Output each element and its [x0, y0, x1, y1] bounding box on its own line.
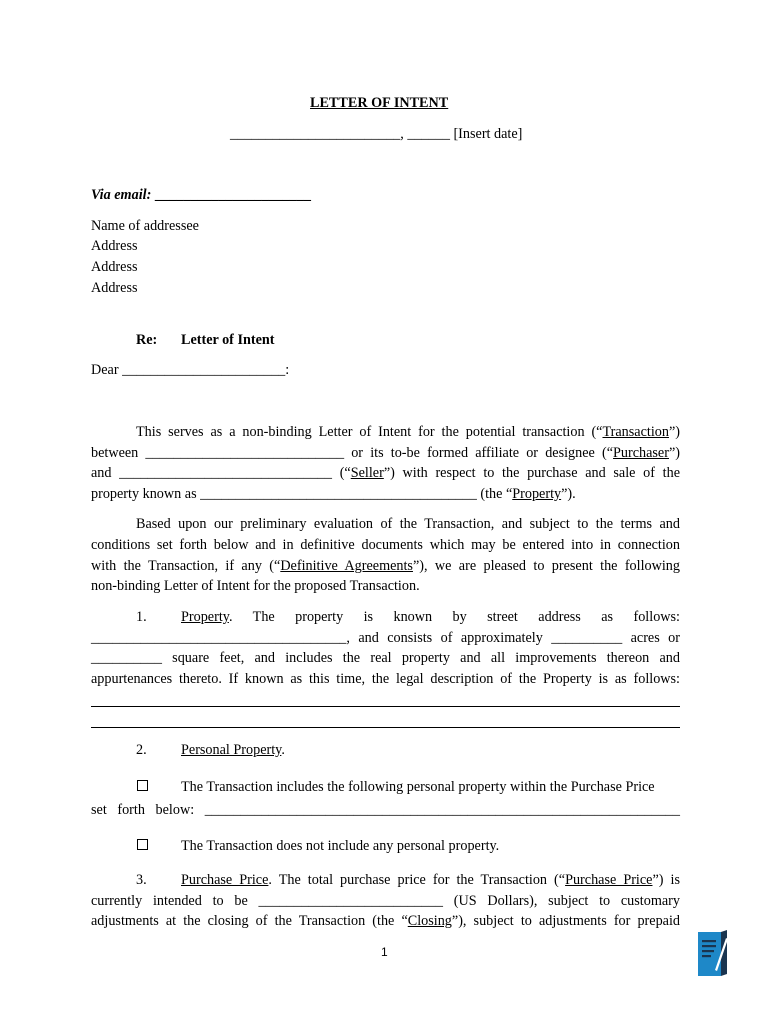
section-2-number: 2.	[136, 742, 147, 758]
intro-paragraph-line-1: This serves as a non-binding Letter of Intent for the potential transaction (“Transaction”)	[136, 424, 680, 440]
includes-personal-property-checkbox[interactable]	[137, 780, 148, 791]
section-3-line-2: currently intended to be __________________________ (US Dollars), subject to customary	[91, 893, 680, 909]
section-2-title: Personal Property.	[181, 742, 285, 758]
personal-property-list-line: set forth below: ___________________________________________________________________	[91, 802, 680, 818]
term-purchaser: Purchaser	[613, 445, 669, 461]
section-3-line-3: adjustments at the closing of the Transaction (the “Closing”), subject to adjustments for prepaid	[91, 913, 680, 929]
evaluation-paragraph-line-1: Based upon our preliminary evaluation of the Transaction, and subject to the terms and	[136, 516, 680, 532]
term-definitive-agreements: Definitive Agreements	[280, 558, 413, 574]
term-closing: Closing	[407, 913, 452, 929]
via-email-label: Via email:	[91, 187, 152, 203]
section-2-heading: Personal Property	[181, 742, 282, 758]
section-1-line-2: ____________________________________, and consists of approximately __________ acres or	[91, 630, 680, 646]
address-line-3: Address	[91, 280, 138, 296]
address-line-1: Address	[91, 238, 138, 254]
term-seller: Seller	[350, 465, 384, 481]
salutation: Dear _______________________:	[91, 362, 290, 378]
address-line-2: Address	[91, 259, 138, 275]
no-personal-property-checkbox[interactable]	[137, 839, 148, 850]
intro-paragraph-line-2: between ____________________________ or its to-be formed affiliate or designee (“Purchaser”)	[91, 445, 680, 461]
addressee-name: Name of addressee	[91, 218, 199, 234]
document-title: LETTER OF INTENT	[310, 95, 449, 111]
term-purchase-price: Purchase Price	[565, 872, 653, 888]
section-1-number: 1.	[136, 609, 147, 625]
section-1-line-4: appurtenances thereto. If known as this time, the legal description of the Property is as follows:	[91, 671, 680, 687]
term-property: Property	[512, 486, 562, 502]
section-3-line-1: Purchase Price. The total purchase price for the Transaction (“Purchase Price”) is	[181, 872, 680, 888]
re-label: Re:	[136, 332, 158, 348]
page-number: 1	[381, 945, 388, 959]
re-subject: Letter of Intent	[181, 332, 275, 348]
evaluation-paragraph-line-3: with the Transaction, if any (“Definitive Agreements”), we are pleased to present the following	[91, 558, 680, 574]
intro-paragraph-line-4: property known as _______________________________________ (the “Property”).	[91, 486, 576, 502]
section-1-heading: Property	[181, 609, 229, 625]
legal-description-blank-1	[91, 706, 680, 707]
evaluation-paragraph-line-2: conditions set forth below and in definitive documents which may be entered into in connection	[91, 537, 680, 553]
no-personal-property-text: The Transaction does not include any personal property.	[181, 838, 500, 854]
evaluation-paragraph-line-4: non-binding Letter of Intent for the proposed Transaction.	[91, 578, 420, 594]
section-1-line-1: Property. The property is known by street address as follows:	[181, 609, 680, 625]
includes-personal-property-text: The Transaction includes the following personal property within the Purchase Price	[181, 779, 655, 795]
term-transaction: Transaction	[602, 424, 669, 440]
document-logo-icon	[695, 930, 729, 980]
legal-description-blank-2	[91, 727, 680, 728]
section-3-number: 3.	[136, 872, 147, 888]
section-3-heading: Purchase Price	[181, 872, 269, 888]
via-email-line	[91, 188, 311, 202]
intro-paragraph-line-3: and ______________________________ (“Seller”) with respect to the purchase and sale of the	[91, 465, 680, 481]
section-1-line-3: __________ square feet, and includes the real property and all improvements thereon and	[91, 650, 680, 666]
date-line: ________________________, ______ [Insert date]	[230, 126, 523, 142]
via-email-blank: ______________________	[154, 187, 311, 203]
